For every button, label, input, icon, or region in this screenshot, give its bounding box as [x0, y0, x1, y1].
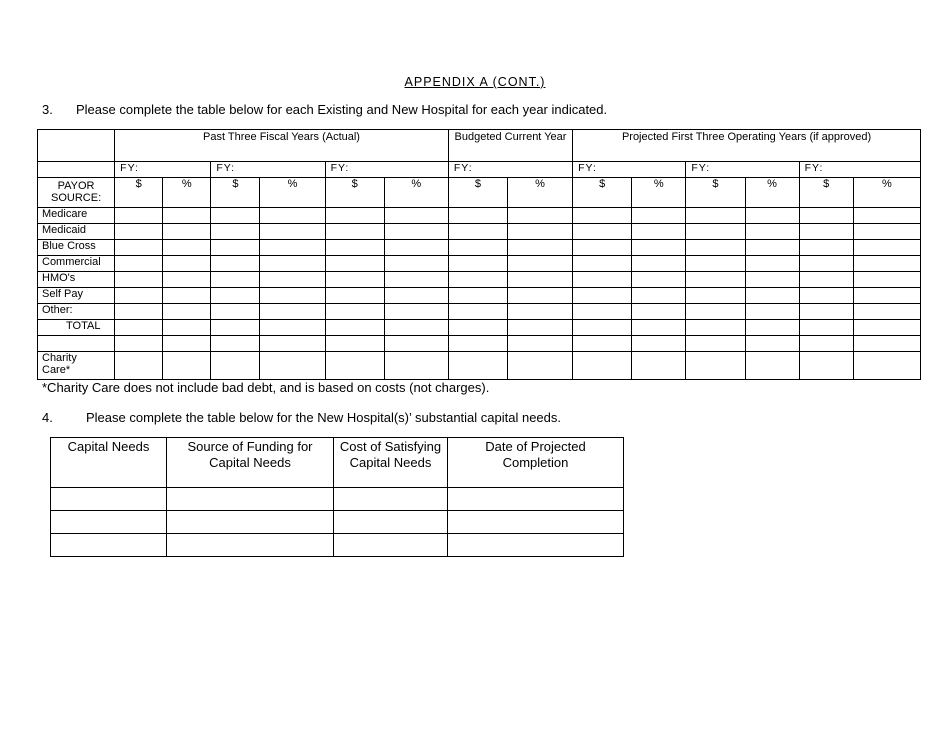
payor-value-cell[interactable]	[260, 304, 325, 320]
payor-value-cell[interactable]	[448, 256, 507, 272]
fy-label: FY:	[115, 162, 211, 178]
payor-value-cell[interactable]	[260, 208, 325, 224]
percent-header: %	[632, 178, 686, 208]
payor-value-cell[interactable]	[686, 336, 745, 352]
payor-value-cell[interactable]	[115, 320, 163, 336]
capital-needs-cell[interactable]	[51, 511, 167, 534]
payor-value-cell[interactable]	[211, 336, 260, 352]
question-4-number: 4.	[42, 410, 53, 425]
payor-value-cell[interactable]	[686, 256, 745, 272]
payor-value-cell[interactable]	[632, 288, 686, 304]
payor-value-cell[interactable]	[163, 240, 211, 256]
payor-value-cell[interactable]	[799, 224, 853, 240]
payor-value-cell[interactable]	[211, 224, 260, 240]
payor-value-cell[interactable]	[115, 272, 163, 288]
payor-value-cell[interactable]	[507, 208, 572, 224]
payor-value-cell[interactable]	[799, 272, 853, 288]
payor-value-cell[interactable]	[632, 320, 686, 336]
fy-label: FY:	[325, 162, 448, 178]
payor-row-label: Medicaid	[38, 224, 115, 240]
payor-value-cell[interactable]	[573, 336, 632, 352]
capital-needs-table	[50, 437, 624, 557]
payor-value-cell[interactable]	[745, 272, 799, 288]
payor-value-cell[interactable]	[384, 320, 448, 336]
payor-value-cell[interactable]	[632, 224, 686, 240]
group-budgeted-year: Budgeted Current Year	[448, 130, 572, 162]
payor-value-cell[interactable]	[853, 352, 920, 380]
payor-value-cell[interactable]	[853, 336, 920, 352]
payor-value-cell[interactable]	[260, 272, 325, 288]
payor-source-header: PAYOR SOURCE:	[38, 178, 115, 208]
payor-value-cell[interactable]	[507, 352, 572, 380]
payor-value-cell[interactable]	[745, 320, 799, 336]
payor-value-cell[interactable]	[115, 304, 163, 320]
payor-row-label: HMO's	[38, 272, 115, 288]
payor-value-cell[interactable]	[211, 288, 260, 304]
payor-value-cell[interactable]	[686, 288, 745, 304]
payor-value-cell[interactable]	[115, 224, 163, 240]
payor-value-cell[interactable]	[853, 304, 920, 320]
payor-value-cell[interactable]	[745, 224, 799, 240]
payor-value-cell[interactable]	[686, 208, 745, 224]
percent-header: %	[853, 178, 920, 208]
corner-cell	[38, 130, 115, 162]
dollar-header: $	[799, 178, 853, 208]
payor-value-cell[interactable]	[573, 240, 632, 256]
payor-value-cell[interactable]	[163, 224, 211, 240]
completion-date-header: Date of Projected Completion	[448, 438, 624, 488]
payor-value-cell[interactable]	[448, 224, 507, 240]
payor-value-cell[interactable]	[507, 304, 572, 320]
payor-value-cell[interactable]	[573, 272, 632, 288]
payor-value-cell[interactable]	[573, 320, 632, 336]
payor-value-cell[interactable]	[211, 240, 260, 256]
payor-value-cell[interactable]	[384, 256, 448, 272]
payor-value-cell[interactable]	[211, 352, 260, 380]
payor-value-cell[interactable]	[448, 208, 507, 224]
payor-value-cell[interactable]	[211, 256, 260, 272]
dollar-header: $	[686, 178, 745, 208]
cost-header: Cost of Satisfying Capital Needs	[334, 438, 448, 488]
payor-value-cell[interactable]	[632, 304, 686, 320]
cost-cell[interactable]	[334, 511, 448, 534]
payor-value-cell[interactable]	[163, 256, 211, 272]
payor-value-cell[interactable]	[853, 256, 920, 272]
payor-value-cell[interactable]	[507, 272, 572, 288]
fy-label: FY:	[211, 162, 325, 178]
dollar-header: $	[573, 178, 632, 208]
payor-value-cell[interactable]	[799, 208, 853, 224]
payor-value-cell[interactable]	[384, 240, 448, 256]
completion-date-cell[interactable]	[448, 488, 624, 511]
payor-row-label: Blue Cross	[38, 240, 115, 256]
payor-value-cell[interactable]	[853, 288, 920, 304]
dollar-header: $	[211, 178, 260, 208]
dollar-header: $	[448, 178, 507, 208]
payor-value-cell[interactable]	[799, 288, 853, 304]
payor-value-cell[interactable]	[853, 272, 920, 288]
cost-cell[interactable]	[334, 488, 448, 511]
payor-row-label: Medicare	[38, 208, 115, 224]
funding-source-cell[interactable]	[167, 488, 334, 511]
payor-value-cell[interactable]	[384, 224, 448, 240]
payor-value-cell[interactable]	[853, 224, 920, 240]
payor-value-cell[interactable]	[325, 272, 384, 288]
payor-value-cell[interactable]	[686, 352, 745, 380]
percent-header: %	[384, 178, 448, 208]
question-3-text: Please complete the table below for each Existing and New Hospital for each year indicated.	[76, 102, 608, 117]
payor-source-table	[37, 129, 921, 380]
payor-row-label	[38, 336, 115, 352]
payor-value-cell[interactable]	[325, 256, 384, 272]
payor-value-cell[interactable]	[745, 352, 799, 380]
payor-value-cell[interactable]	[325, 352, 384, 380]
payor-value-cell[interactable]	[325, 288, 384, 304]
payor-value-cell[interactable]	[799, 256, 853, 272]
capital-needs-cell[interactable]	[51, 488, 167, 511]
percent-header: %	[507, 178, 572, 208]
payor-value-cell[interactable]	[115, 336, 163, 352]
payor-value-cell[interactable]	[799, 336, 853, 352]
payor-value-cell[interactable]	[325, 224, 384, 240]
payor-value-cell[interactable]	[745, 304, 799, 320]
payor-value-cell[interactable]	[853, 208, 920, 224]
fy-label: FY:	[573, 162, 686, 178]
payor-value-cell[interactable]	[325, 336, 384, 352]
payor-value-cell[interactable]	[384, 336, 448, 352]
percent-header: %	[260, 178, 325, 208]
payor-value-cell[interactable]	[507, 320, 572, 336]
payor-value-cell[interactable]	[686, 272, 745, 288]
payor-value-cell[interactable]	[448, 320, 507, 336]
appendix-title: APPENDIX A (CONT.)	[404, 75, 546, 89]
payor-value-cell[interactable]	[448, 272, 507, 288]
payor-value-cell[interactable]	[163, 352, 211, 380]
question-4-text: Please complete the table below for the New Hospital(s)’ substantial capital needs.	[86, 410, 561, 425]
payor-value-cell[interactable]	[115, 288, 163, 304]
payor-value-cell[interactable]	[573, 224, 632, 240]
payor-value-cell[interactable]	[573, 208, 632, 224]
payor-value-cell[interactable]	[632, 208, 686, 224]
payor-value-cell[interactable]	[448, 240, 507, 256]
payor-value-cell[interactable]	[507, 224, 572, 240]
payor-value-cell[interactable]	[632, 256, 686, 272]
payor-value-cell[interactable]	[115, 240, 163, 256]
payor-value-cell[interactable]	[745, 240, 799, 256]
payor-value-cell[interactable]	[686, 240, 745, 256]
payor-value-cell[interactable]	[745, 208, 799, 224]
dollar-header: $	[325, 178, 384, 208]
payor-row-label: TOTAL	[38, 320, 115, 336]
payor-value-cell[interactable]	[163, 272, 211, 288]
payor-value-cell[interactable]	[163, 288, 211, 304]
payor-value-cell[interactable]	[686, 304, 745, 320]
payor-value-cell[interactable]	[211, 208, 260, 224]
payor-value-cell[interactable]	[115, 208, 163, 224]
payor-value-cell[interactable]	[163, 336, 211, 352]
payor-value-cell[interactable]	[384, 352, 448, 380]
question-4	[42, 410, 561, 425]
payor-value-cell[interactable]	[799, 240, 853, 256]
payor-value-cell[interactable]	[211, 304, 260, 320]
payor-value-cell[interactable]	[573, 256, 632, 272]
payor-value-cell[interactable]	[507, 256, 572, 272]
charity-care-footnote: *Charity Care does not include bad debt, and is based on costs (not charges).	[42, 380, 490, 395]
payor-value-cell[interactable]	[686, 320, 745, 336]
payor-value-cell[interactable]	[507, 288, 572, 304]
payor-value-cell[interactable]	[325, 320, 384, 336]
fy-label: FY:	[686, 162, 799, 178]
payor-value-cell[interactable]	[211, 272, 260, 288]
funding-source-cell[interactable]	[167, 534, 334, 557]
payor-value-cell[interactable]	[573, 304, 632, 320]
payor-value-cell[interactable]	[448, 304, 507, 320]
payor-value-cell[interactable]	[115, 256, 163, 272]
payor-value-cell[interactable]	[448, 352, 507, 380]
payor-value-cell[interactable]	[573, 352, 632, 380]
payor-value-cell[interactable]	[632, 272, 686, 288]
payor-row-label: Self Pay	[38, 288, 115, 304]
payor-value-cell[interactable]	[507, 336, 572, 352]
payor-value-cell[interactable]	[260, 240, 325, 256]
payor-value-cell[interactable]	[799, 320, 853, 336]
payor-value-cell[interactable]	[384, 272, 448, 288]
payor-row-label: Commercial	[38, 256, 115, 272]
payor-row-label: Charity Care*	[38, 352, 115, 380]
payor-value-cell[interactable]	[384, 208, 448, 224]
payor-value-cell[interactable]	[260, 352, 325, 380]
payor-row-label: Other:	[38, 304, 115, 320]
payor-value-cell[interactable]	[260, 320, 325, 336]
payor-value-cell[interactable]	[260, 224, 325, 240]
payor-value-cell[interactable]	[325, 240, 384, 256]
payor-value-cell[interactable]	[573, 288, 632, 304]
payor-value-cell[interactable]	[384, 304, 448, 320]
payor-value-cell[interactable]	[745, 288, 799, 304]
fy-label: FY:	[448, 162, 572, 178]
percent-header: %	[745, 178, 799, 208]
payor-value-cell[interactable]	[799, 352, 853, 380]
payor-value-cell[interactable]	[745, 256, 799, 272]
cost-cell[interactable]	[334, 534, 448, 557]
payor-value-cell[interactable]	[853, 320, 920, 336]
payor-value-cell[interactable]	[632, 336, 686, 352]
completion-date-cell[interactable]	[448, 511, 624, 534]
payor-value-cell[interactable]	[745, 336, 799, 352]
group-past-years: Past Three Fiscal Years (Actual)	[115, 130, 449, 162]
payor-value-cell[interactable]	[853, 240, 920, 256]
fy-label: FY:	[799, 162, 920, 178]
payor-value-cell[interactable]	[507, 240, 572, 256]
payor-value-cell[interactable]	[260, 336, 325, 352]
question-3-number: 3.	[42, 102, 53, 117]
payor-value-cell[interactable]	[448, 336, 507, 352]
completion-date-cell[interactable]	[448, 534, 624, 557]
payor-value-cell[interactable]	[686, 224, 745, 240]
payor-value-cell[interactable]	[632, 352, 686, 380]
payor-value-cell[interactable]	[260, 256, 325, 272]
payor-value-cell[interactable]	[325, 304, 384, 320]
group-projected-years: Projected First Three Operating Years (if approved)	[573, 130, 921, 162]
percent-header: %	[163, 178, 211, 208]
payor-value-cell[interactable]	[632, 240, 686, 256]
question-3	[42, 102, 607, 117]
payor-value-cell[interactable]	[163, 208, 211, 224]
funding-source-cell[interactable]	[167, 511, 334, 534]
payor-value-cell[interactable]	[799, 304, 853, 320]
dollar-header: $	[115, 178, 163, 208]
payor-value-cell[interactable]	[163, 304, 211, 320]
capital-needs-cell[interactable]	[51, 534, 167, 557]
payor-value-cell[interactable]	[448, 288, 507, 304]
payor-value-cell[interactable]	[115, 352, 163, 380]
payor-value-cell[interactable]	[163, 320, 211, 336]
funding-source-header: Source of Funding for Capital Needs	[167, 438, 334, 488]
payor-value-cell[interactable]	[260, 288, 325, 304]
payor-value-cell[interactable]	[384, 288, 448, 304]
payor-value-cell[interactable]	[325, 208, 384, 224]
payor-value-cell[interactable]	[211, 320, 260, 336]
capital-needs-header: Capital Needs	[51, 438, 167, 488]
